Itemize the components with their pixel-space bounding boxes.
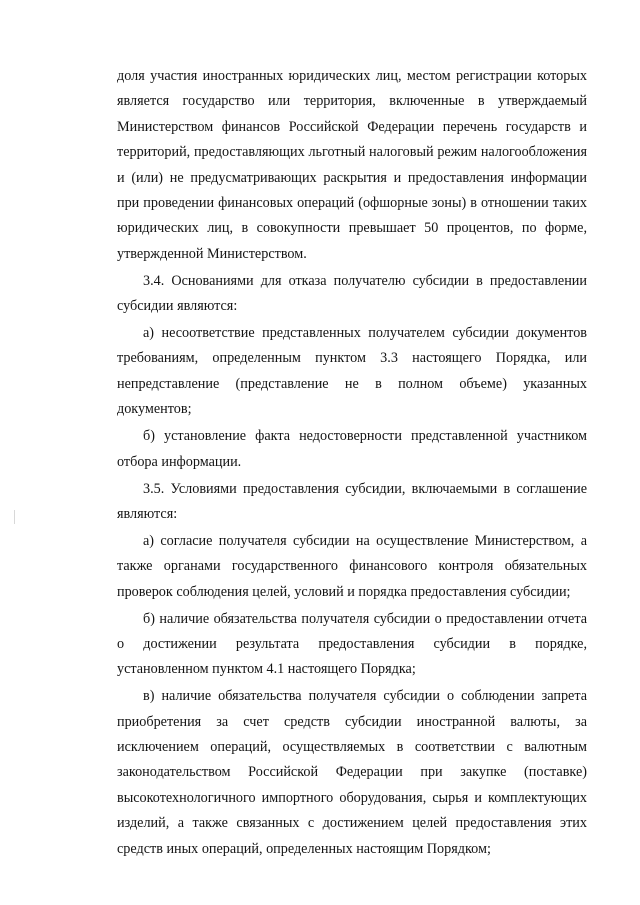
- document-body: [117, 64, 587, 862]
- paragraph-3-5-conditions: 3.5. Условиями предоставления субсидии, включаемыми в соглашение являются:: [117, 480, 587, 522]
- scan-artifact: [14, 510, 15, 524]
- paragraph-offshore-share: доля участия иностранных юридических лиц, местом регистрации которых является государство или территория, включенные в утверждаемый Министерством финансов Российской Федерации перечень государств и территорий, предоставляющих льготный налоговый режим налогообложения и (или) не предусматривающих раскрытия и предоставления информации при проведении финансовых операций (офшорные зоны) в отношении таких юридических лиц, в совокупности превышает 50 процентов, по форме, утвержденной Министерством.: [117, 68, 587, 262]
- paragraph-3-5-a: а) согласие получателя субсидии на осуществление Министерством, а также органами государственного финансового контроля обязательных проверок соблюдения целей, условий и порядка предоставления субсидии;: [117, 532, 587, 600]
- paragraph-3-4-b: б) установление факта недостоверности представленной участником отбора информации.: [117, 428, 587, 470]
- paragraph-3-5-v: в) наличие обязательства получателя субсидии о соблюдении запрета приобретения за счет средств субсидии иностранной валюты, за исключением операций, осуществляемых в соответствии с валютным законодательством Российской Федерации при закупке (поставке) высокотехнологичного импортного оборудования, сырья и комплектующих изделий, а также связанных с достижением целей предоставления этих средств иных операций, определенных настоящим Порядком;: [117, 688, 587, 857]
- paragraph-3-4-refusal-grounds: 3.4. Основаниями для отказа получателю субсидии в предоставлении субсидии являются:: [117, 272, 587, 315]
- paragraph-3-4-a: а) несоответствие представленных получателем субсидии документов требованиям, определенным пунктом 3.3 настоящего Порядка, или непредставление (представление не в полном объеме) указанных документов;: [117, 325, 587, 418]
- paragraph-3-5-b: б) наличие обязательства получателя субсидии о предоставлении отчета о достижении результата предоставления субсидии в порядке, установленном пунктом 4.1 настоящего Порядка;: [117, 610, 587, 678]
